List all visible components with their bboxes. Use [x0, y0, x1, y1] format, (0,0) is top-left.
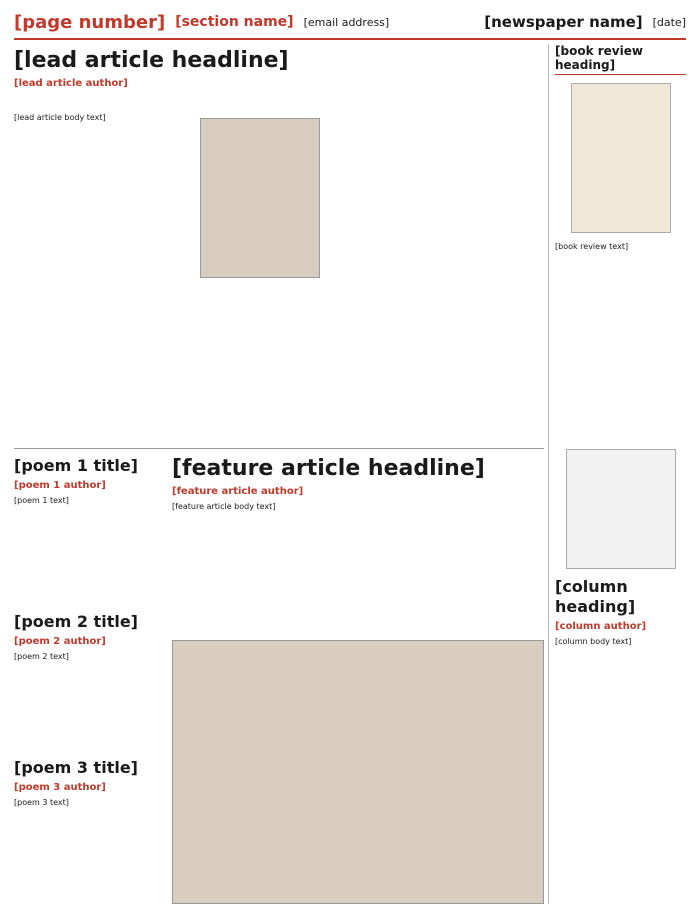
poem-3-title: [poem 3 title] — [14, 758, 138, 777]
poem-1 — [14, 456, 164, 606]
column-heading: [column heading] — [555, 577, 636, 616]
page-number: [page number] — [14, 11, 166, 33]
columnist-portrait — [566, 449, 676, 569]
book-cover — [571, 83, 671, 233]
lead-body-col1: [lead article body text] — [14, 113, 106, 122]
poem-2-author: [poem 2 author] — [14, 636, 106, 647]
lead-byline: [lead article author] — [14, 78, 128, 89]
poem-3-author: [poem 3 author] — [14, 782, 106, 793]
feature-headline: [feature article headline] — [172, 456, 485, 481]
section-name: [section name] — [175, 14, 294, 30]
poem-2 — [14, 612, 164, 752]
newspaper-name: [newspaper name] — [484, 13, 643, 31]
book-review-heading: [book review heading] — [555, 44, 686, 75]
masthead — [14, 6, 686, 40]
sidebar — [548, 44, 686, 904]
column-body: [column body text] — [555, 637, 632, 646]
book-review-body: [book review text] — [555, 242, 629, 251]
dance-photo — [172, 640, 544, 904]
poem-1-body: [poem 1 text] — [14, 496, 69, 505]
lead-headline: [lead article headline] — [14, 48, 289, 73]
feature-body: [feature article body text] — [172, 502, 276, 511]
poem-2-body: [poem 2 text] — [14, 652, 69, 661]
email[interactable]: [email address] — [303, 15, 390, 29]
lead-header — [14, 48, 544, 108]
column-author: [column author] — [555, 621, 647, 632]
feature-byline: [feature article author] — [172, 486, 304, 497]
poem-1-author: [poem 1 author] — [14, 480, 106, 491]
lead-body-col2 — [200, 290, 320, 440]
poem-3 — [14, 758, 164, 904]
poem-1-title: [poem 1 title] — [14, 456, 138, 475]
divider — [14, 448, 544, 449]
lead-body-col3 — [326, 112, 544, 442]
poem-3-body: [poem 3 text] — [14, 798, 69, 807]
date: [date] — [652, 15, 686, 29]
poem-2-title: [poem 2 title] — [14, 612, 138, 631]
author-photo — [200, 118, 320, 278]
feature — [172, 456, 544, 606]
